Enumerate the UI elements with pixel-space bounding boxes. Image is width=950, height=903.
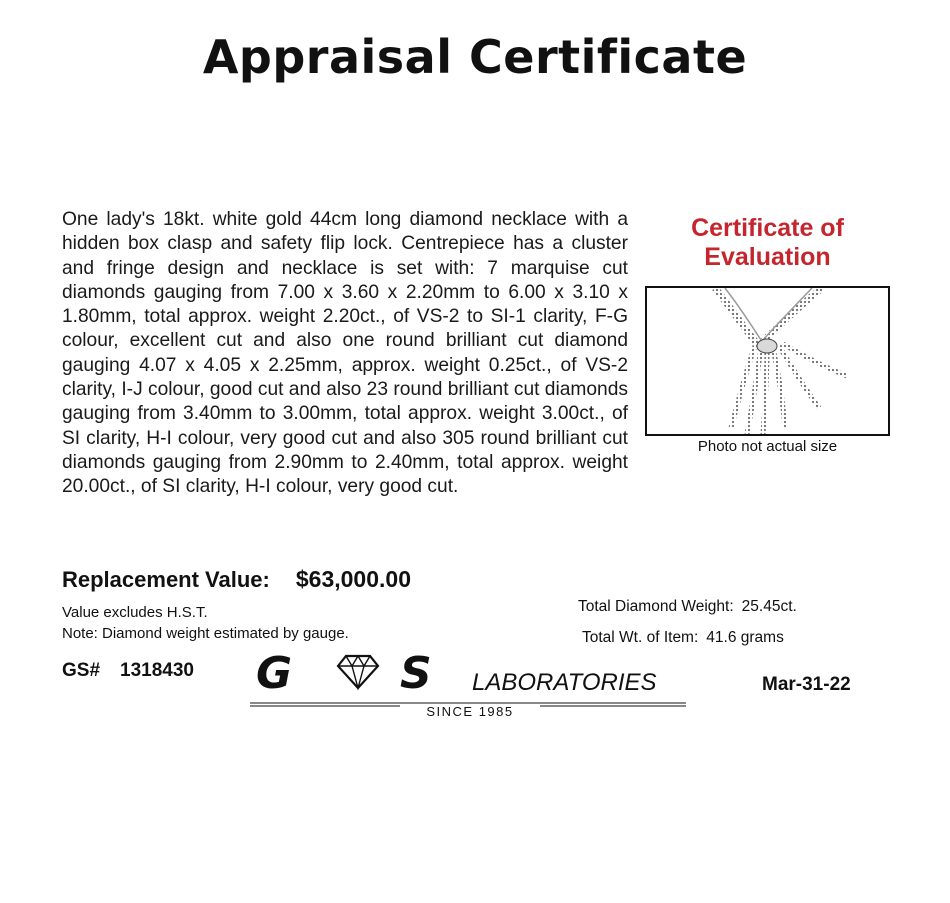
photo-caption: Photo not actual size [697, 438, 838, 455]
replacement-amount: $63,000.00 [295, 566, 411, 592]
diamond-weight-label: Total Diamond Weight: [578, 598, 734, 615]
necklace-photo [645, 286, 890, 436]
total-item-weight [582, 629, 784, 647]
weight-note: Note: Diamond weight estimated by gauge. [62, 625, 349, 642]
certificate-heading-line2: Evaluation [704, 243, 831, 271]
page-title: Appraisal Certificate [202, 30, 748, 84]
gs-value: 1318430 [120, 660, 194, 681]
tax-note: Value excludes H.S.T. [62, 604, 208, 621]
total-diamond-weight [578, 598, 797, 616]
diamond-weight-value: 25.45ct. [741, 598, 797, 615]
item-weight-value: 41.6 grams [706, 629, 784, 646]
logo-letter-s: S [400, 648, 432, 699]
diamond-icon [338, 656, 378, 688]
certificate-heading-line1: Certificate of [691, 214, 844, 242]
certificate-heading [645, 214, 890, 272]
gs-label: GS# [62, 660, 101, 681]
item-description [62, 208, 628, 500]
description-paragraph: One lady's 18kt. white gold 44cm long diamond necklace with a hidden box clasp and safety flip lock. Centrepiece has a cluster and fringe design and necklace is set with: 7 marquise cut diamonds gauging from 7.00 x 3.60 x 2.20mm to 6.00 x 3.10 x 1.80mm, total approx. weight 2.20ct., of VS-2 to SI-1 clarity, F-G colour, excellent cut and also one round brilliant cut diamond gauging 4.07 x 4.05 x 2.25mm, approx. weight 0.25ct., of VS-2 clarity, I-J colour, good cut and also 23 round brilliant cut diamonds gauging from 3.40mm to 3.00mm, total approx. weight 3.00ct., of SI clarity, H-I colour, very good cut and also 305 round brilliant cut diamonds gauging from 2.90mm to 2.40mm, total approx. weight 20.00ct., of SI clarity, H-I colour, very good cut. [62, 209, 628, 498]
gs-laboratories-logo [250, 648, 690, 720]
gs-number [62, 660, 194, 682]
item-weight-label: Total Wt. of Item: [582, 629, 699, 646]
necklace-illustration [647, 288, 888, 434]
logo-since: SINCE 1985 [426, 704, 514, 719]
replacement-value [62, 566, 411, 593]
replacement-label: Replacement Value: [62, 567, 270, 592]
certificate-date: Mar-31-22 [762, 674, 851, 695]
logo-letter-g: G [256, 648, 293, 699]
logo-wordmark: LABORATORIES [472, 669, 657, 696]
